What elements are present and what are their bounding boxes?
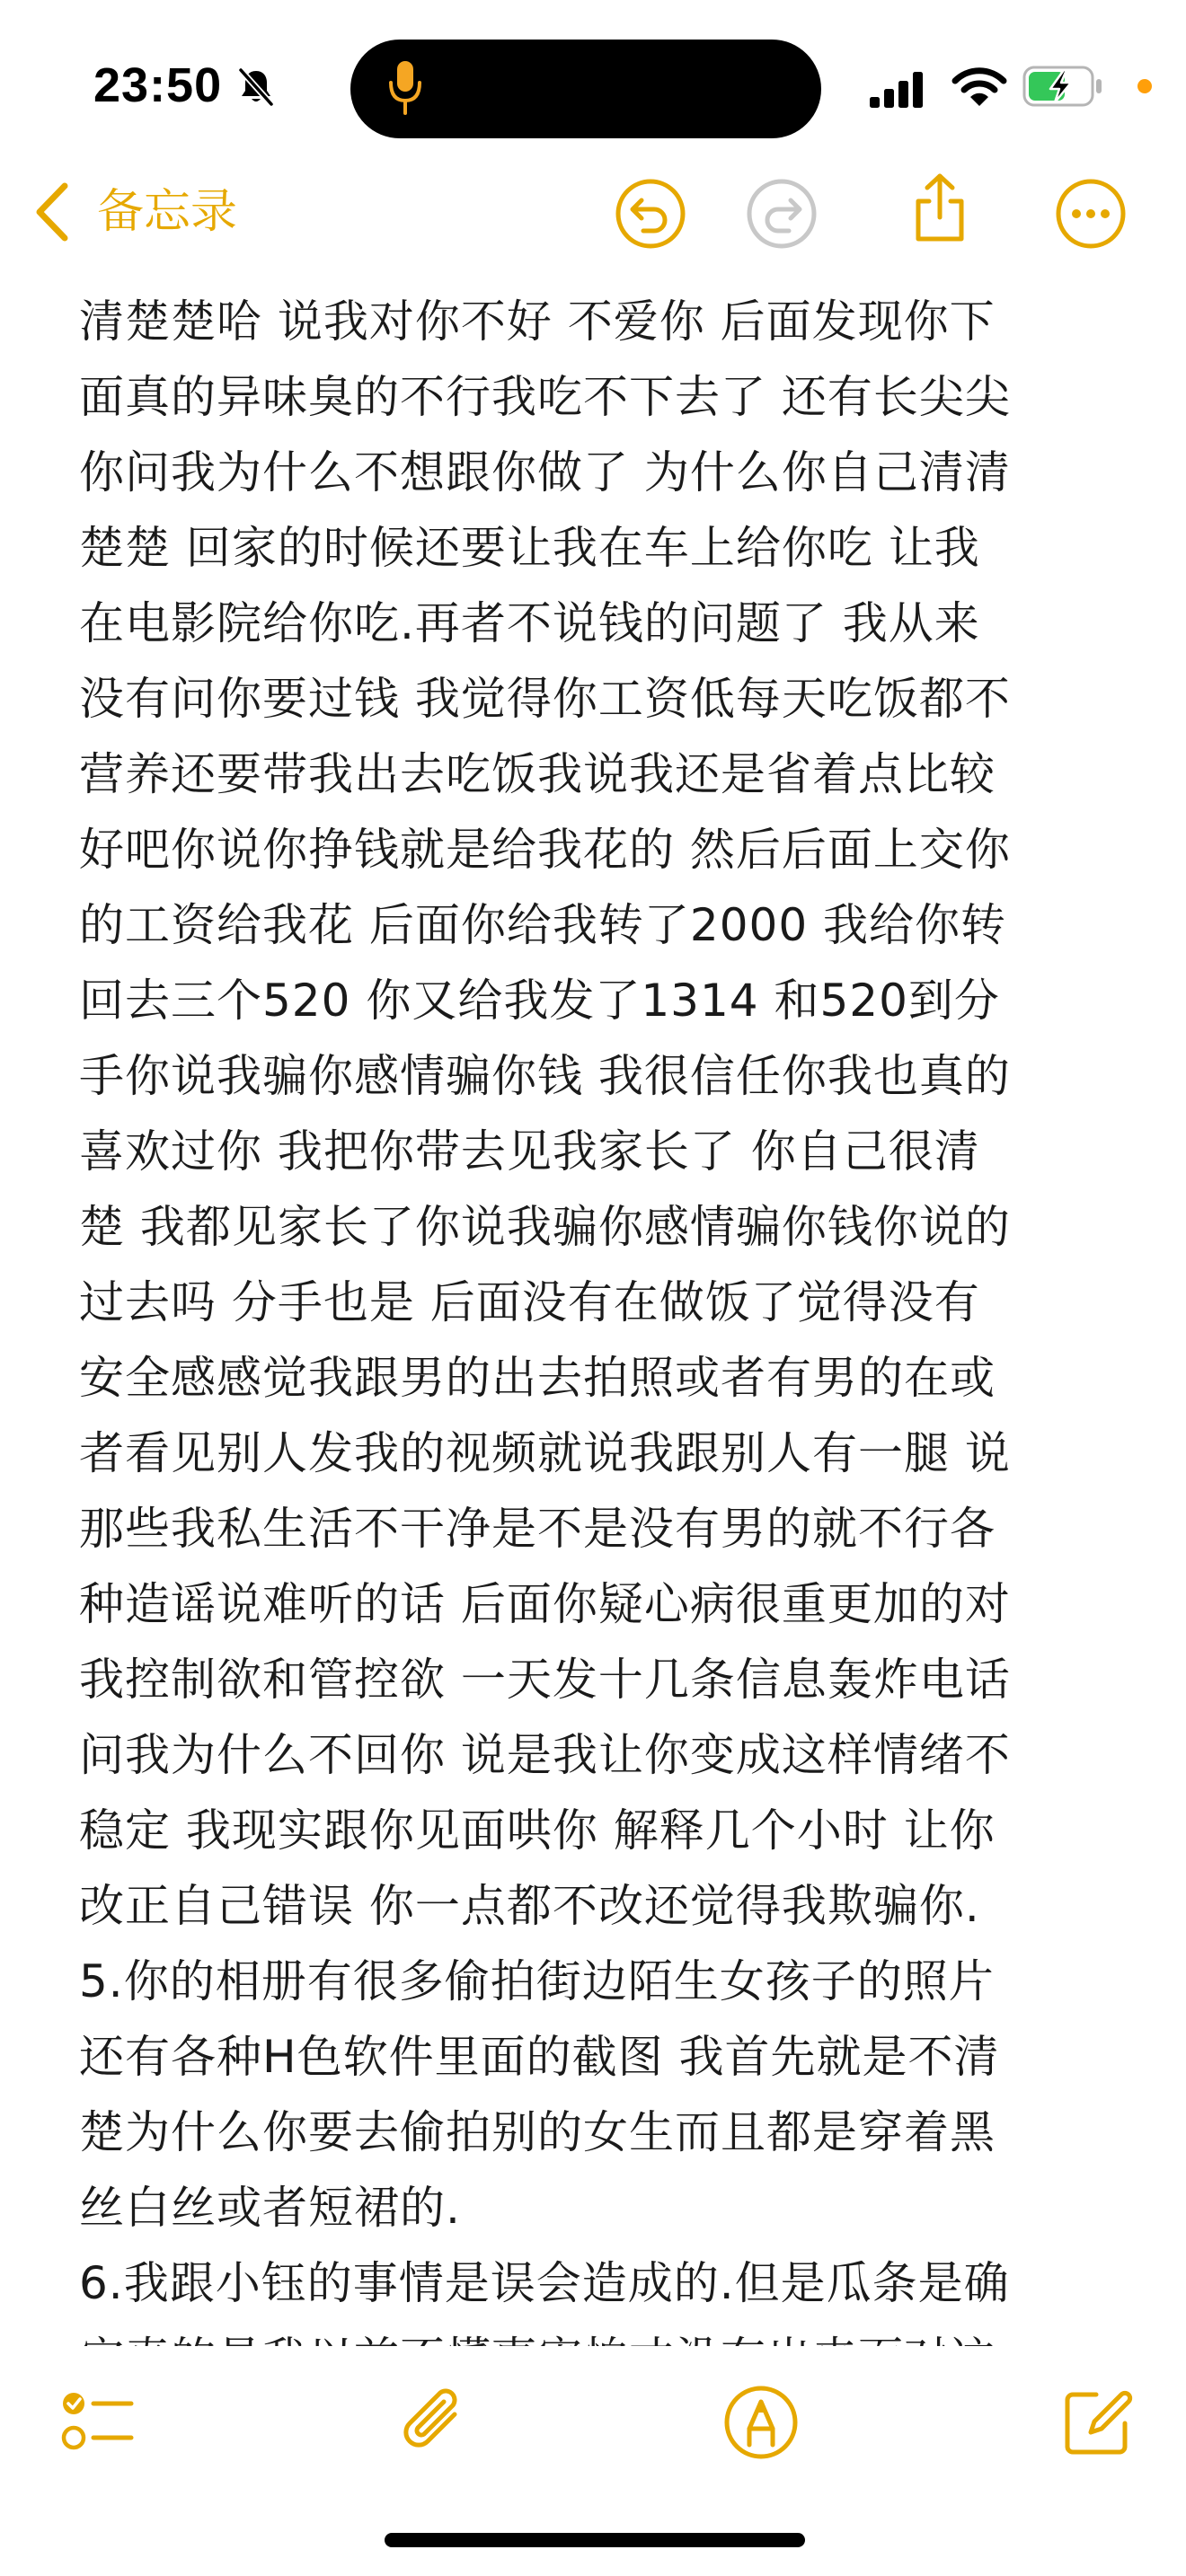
note-line: 回去三个520 你又给我发了1314 和520到分	[79, 975, 1000, 1027]
back-button[interactable]	[32, 176, 237, 248]
note-line: 楚为什么你要去偷拍别的女生而且都是穿着黑	[79, 2106, 996, 2158]
note-line: 的工资给我花 后面你给我转了2000 我给你转	[79, 899, 1007, 951]
status-time: 23:50	[93, 58, 223, 112]
markup-pen-icon	[721, 2382, 801, 2463]
ellipsis-icon	[1053, 176, 1128, 251]
undo-icon	[613, 176, 688, 251]
battery-charging-icon	[1022, 65, 1105, 108]
note-content[interactable]	[79, 284, 1139, 2346]
chevron-left-icon	[32, 181, 72, 243]
note-line: 你问我为什么不想跟你做了 为什么你自己清清	[79, 446, 1011, 498]
checklist-button[interactable]	[58, 2382, 138, 2463]
note-line: 种造谣说难听的话 后面你疑心病很重更加的对	[79, 1578, 1011, 1630]
redo-icon	[744, 176, 819, 251]
note-line: 手你说我骗你感情骗你钱 我很信任你我也真的	[79, 1050, 1011, 1102]
note-line: 没有问你要过钱 我觉得你工资低每天吃饭都不	[79, 673, 1011, 725]
note-line: 稳定 我现实跟你见面哄你 解释几个小时 让你	[79, 1804, 996, 1857]
note-line: 改正自己错误 你一点都不改还觉得我欺骗你.	[79, 1880, 980, 1932]
note-line: 在电影院给你吃.再者不说钱的问题了 我从来	[79, 597, 980, 649]
more-button[interactable]	[1053, 176, 1128, 251]
note-line: 营养还要带我出去吃饭我说我还是省着点比较	[79, 748, 996, 800]
paperclip-icon	[395, 2382, 476, 2463]
attach-button[interactable]	[395, 2382, 476, 2463]
bell-slash-icon	[235, 66, 277, 108]
share-icon	[902, 171, 978, 246]
status-bar	[0, 0, 1186, 171]
dynamic-island	[350, 40, 821, 138]
checklist-icon	[58, 2382, 138, 2463]
note-line: 6.我跟小钰的事情是误会造成的.但是瓜条是确	[79, 2257, 1010, 2309]
mic-icon	[385, 59, 426, 119]
compose-icon	[1057, 2382, 1137, 2463]
compose-button[interactable]	[1057, 2382, 1137, 2463]
note-line: 安全感感觉我跟男的出去拍照或者有男的在或	[79, 1352, 996, 1404]
note-line: 丝白丝或者短裙的.	[79, 2182, 461, 2234]
cellular-signal-icon	[870, 72, 925, 108]
markup-button[interactable]	[721, 2382, 801, 2463]
note-line: 我控制欲和管控欲 一天发十几条信息轰炸电话	[79, 1654, 1011, 1706]
note-line: 过去吗 分手也是 后面没有在做饭了觉得没有	[79, 1276, 980, 1328]
note-line: 那些我私生活不干净是不是没有男的就不行各	[79, 1503, 996, 1555]
note-line: 还有各种H色软件里面的截图 我首先就是不清	[79, 2031, 1000, 2083]
note-line: 喜欢过你 我把你带去见我家长了 你自己很清	[79, 1125, 980, 1178]
note-line: 者看见别人发我的视频就说我跟别人有一腿 说	[79, 1427, 1011, 1479]
note-line: 好吧你说你挣钱就是给我花的 然后后面上交你	[79, 824, 1011, 876]
note-line: 清楚楚哈 说我对你不好 不爱你 后面发现你下	[79, 296, 996, 348]
note-line: 5.你的相册有很多偷拍街边陌生女孩子的照片	[79, 1955, 995, 2007]
redo-button[interactable]	[744, 176, 819, 251]
back-label: 备忘录	[97, 185, 238, 239]
wifi-icon	[952, 66, 1006, 108]
note-line: 问我为什么不回你 说是我让你变成这样情绪不	[79, 1729, 1011, 1781]
note-line: 楚楚 回家的时候还要让我在车上给你吃 让我	[79, 522, 980, 574]
note-line: 面真的异味臭的不行我吃不下去了 还有长尖尖	[79, 371, 1011, 423]
privacy-indicator-dot	[1137, 79, 1152, 93]
share-button[interactable]	[902, 171, 978, 246]
undo-button[interactable]	[613, 176, 688, 251]
home-indicator	[385, 2533, 805, 2547]
note-line: 楚 我都见家长了你说我骗你感情骗你钱你说的	[79, 1201, 1011, 1253]
